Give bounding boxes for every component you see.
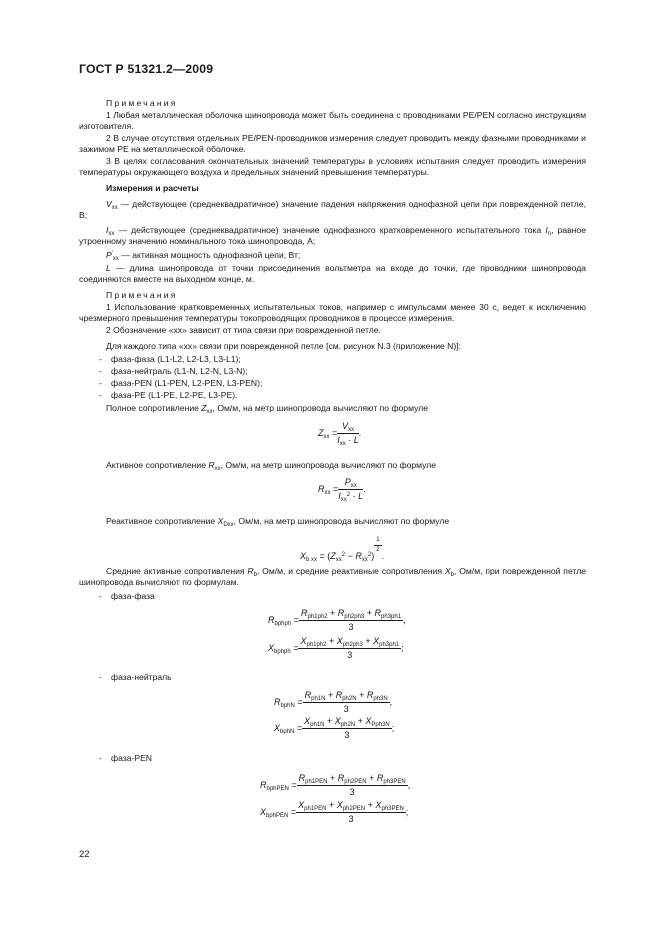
definition-l: L — длина шинопровода от точки присоединения вольтметра на входе до точки, где проводники шинопровода соединяются вместе на выходном конце, м. [79, 263, 586, 285]
definition-v: $V_{xx}$ — действующее (среднеквадратичное) значение падения напряжения однофазной цепи при поврежденной петле, В; [79, 199, 586, 221]
page-number: 22 [79, 849, 90, 860]
resistance-text: Активное сопротивление $R_{xx}$, Ом/м, на метр шинопровода вычисляют по формуле [106, 460, 437, 472]
note-2-2: 2 Обозначение «xx» зависит от типа связи при поврежденной петле. [106, 325, 381, 335]
definition-p: $P'_{xx}$ — активная мощность однофазной цепи, Вт; [106, 250, 301, 262]
definition-i: $I_{xx}$ — действующее (среднеквадратичное) значение однофазного кратковременного испытательного тока $I_n$, равное утроенному значению номинального тока шинопровода, А; [79, 225, 586, 247]
note-2-1: 1 Использование кратковременных испытательных токов, например с импульсами менее 30 с, ведет к исключению чрезмерного превышения температуры токопроводящих проводников в процессе измерения. [79, 302, 586, 324]
formula-x-phase-neutral: $X_{bphN}$ = $\frac{X_{ph1N} + X_{ph2N} + X_{Pph3N}}{3}$ ; [274, 716, 395, 741]
measurements-heading: Измерения и расчеты [106, 183, 199, 193]
reactance-text: Реактивное сопротивление $X_{Dxx}$, Ом/м, на метр шинопровода вычисляют по формуле [106, 516, 450, 528]
note-1-3: 3 В целях согласования окончательных значений температуры в условиях испытания следует проводить измерения температуры окружающего воздуха и предельных значений превышения температуры. [79, 156, 586, 178]
notes-heading-1: Примечания [106, 98, 178, 108]
formula-r-phase-pen: $R_{bphPEN}$ = $\frac{R_{ph1PEN} + R_{ph2PEN} + R_{ph3PEN}}{3}$ , [260, 773, 411, 798]
note-1-1: 1 Любая металлическая оболочка шинопровода может быть соединена с проводниками PE/PEN согласно инструкциям изготовителя. [79, 110, 586, 132]
formula-r-phase-neutral: $R_{bphN}$ = $\frac{R_{ph1N} + R_{ph2N} + R_{ph3N}}{3}$ , [274, 690, 393, 715]
formula-x-phase-pen: $X_{bphPEN}$ = $\frac{X_{ph1PEN} + X_{ph2PEN} + X_{ph3PEN}}{3}$ ; [260, 800, 409, 825]
formula-reactance: $X_{b xx} = (Z_{xx}^2 - R_{xx}^2)$ $\frac{1}{2}$ . [300, 537, 385, 564]
list-intro: Для каждого типа «xx» связи при поврежденной петле [см. рисунок N.3 (приложение N)]: [106, 341, 462, 351]
notes-heading-2: Примечания [106, 290, 178, 300]
average-text: Средние активные сопротивления $R_b$, Ом/м, и средние реактивные сопротивления $X_b$, Ом/м, при поврежденной петле шинопровода вычисляют по формулам. [79, 566, 586, 588]
impedance-text: Полное сопротивление $Z_{xx}$, Ом/м, на метр шинопровода вычисляют по формуле [106, 403, 428, 415]
document-header: ГОСТ Р 51321.2—2009 [79, 62, 214, 76]
note-1-2: 2 В случае отсутствия отдельных PE/PEN-проводников измерения следует проводить между фазными проводниками и зажимом PE на металлической оболочке. [79, 133, 586, 155]
formula-resistance: $R_{xx}$ = $\frac{P_{xx}}{I_{xx}^2 \cdot L}$ . [318, 477, 366, 504]
formula-r-phase-phase: $R_{bphph}$ = $\frac{R_{ph1ph2} + R_{ph2ph3} + R_{ph3ph1}}{3}$ , [268, 608, 406, 633]
formula-x-phase-phase: $X_{bphph}$ = $\frac{X_{ph1ph2} + X_{ph2ph3} + X_{ph3ph1}}{3}$ ; [268, 636, 404, 661]
formula-impedance: $Z_{xx}$ = $\frac{V_{xx}}{I_{xx} \cdot L}$ . [318, 421, 362, 448]
